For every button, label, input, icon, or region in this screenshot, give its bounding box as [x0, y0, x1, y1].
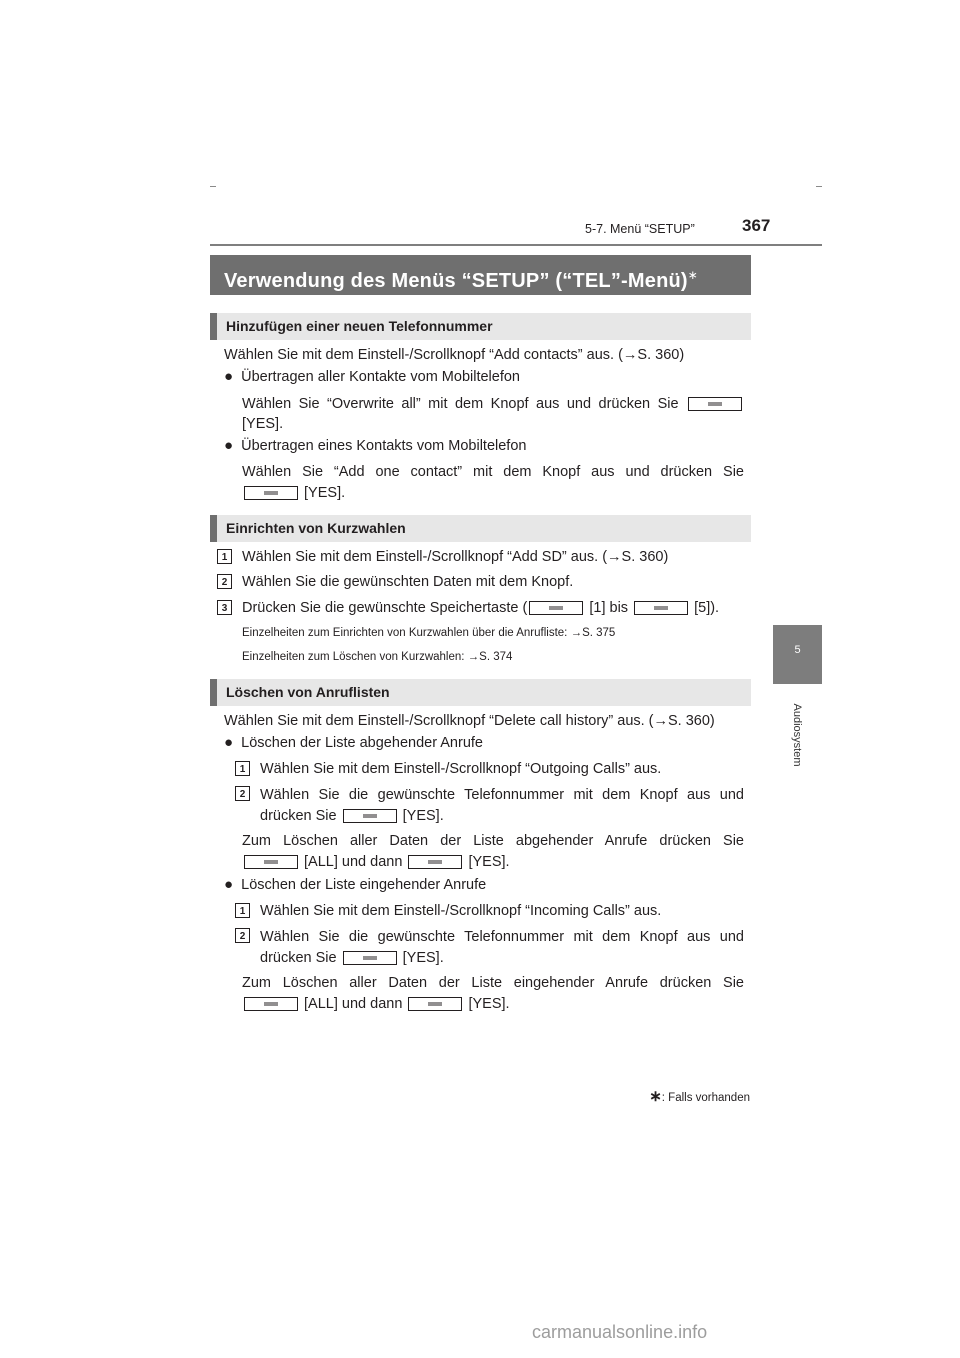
step-number: 2: [235, 786, 250, 801]
page-number: 367: [742, 216, 771, 235]
step-text: [260, 806, 444, 826]
step-text: [242, 598, 719, 618]
paragraph-line: Zum Löschen aller Daten der Liste eingehender Anrufe drücken Sie: [242, 975, 744, 991]
bullet-item: [224, 367, 520, 387]
bullet-text: Übertragen aller Kontakte vom Mobiltelefon: [241, 369, 520, 385]
chapter-tab: [773, 625, 822, 684]
note-text: Einzelheiten zum Einrichten von Kurzwahlen über die Anrufliste: →S. 375: [242, 627, 616, 639]
section-heading-add-number: Hinzufügen einer neuen Telefonnummer: [210, 313, 751, 340]
step-number: 1: [235, 761, 250, 776]
bullet-item: [224, 733, 483, 753]
step-number: 1: [235, 903, 250, 918]
step-text-part: [1] bis: [589, 600, 629, 616]
button-icon: [408, 997, 462, 1011]
step-text: Wählen Sie die gewünschte Telefonnummer mit dem Knopf aus und: [260, 787, 744, 803]
bullet-icon: ●: [224, 368, 234, 385]
delete-intro: Wählen Sie mit dem Einstell-/Scrollknopf “Delete call history” aus. (→S. 360): [224, 713, 715, 729]
step-number: 2: [235, 928, 250, 943]
bullet-item: [224, 436, 526, 456]
step-number: 3: [217, 600, 232, 615]
bullet-text: Übertragen eines Kontakts vom Mobiltelefon: [241, 438, 527, 454]
paragraph-text: [ALL] und dann: [304, 996, 403, 1012]
button-icon: [343, 951, 397, 965]
section-reference: 5-7. Menü “SETUP”: [585, 222, 695, 236]
button-icon: [408, 855, 462, 869]
crop-mark: [816, 186, 822, 187]
bullet-icon: ●: [224, 734, 234, 751]
step-text-part: drücken Sie: [260, 808, 337, 824]
paragraph-line: [YES].: [242, 416, 284, 432]
chapter-label: [782, 690, 812, 780]
step-text-part: drücken Sie: [260, 950, 337, 966]
paragraph-line: [242, 483, 345, 503]
button-icon: [343, 809, 397, 823]
paragraph-text: [YES].: [468, 854, 510, 870]
bullet-text: Löschen der Liste eingehender Anrufe: [241, 877, 487, 893]
step-text: Wählen Sie die gewünschten Daten mit dem Knopf.: [242, 574, 574, 590]
note-text: Einzelheiten zum Löschen von Kurzwahlen: →S. 374: [242, 651, 513, 663]
button-icon: [529, 601, 583, 615]
watermark: carmanualsonline.info: [532, 1322, 708, 1342]
step-text-part: [YES].: [402, 950, 444, 966]
paragraph-line: Wählen Sie “Add one contact” mit dem Knopf aus und drücken Sie: [242, 464, 744, 480]
bullet-icon: ●: [224, 876, 234, 893]
button-icon: [634, 601, 688, 615]
chapter-label-text: Audiosystem: [791, 703, 803, 767]
step-text: Wählen Sie die gewünschte Telefonnummer mit dem Knopf aus und: [260, 929, 744, 945]
paragraph-text: [ALL] und dann: [304, 854, 403, 870]
button-icon: [244, 997, 298, 1011]
section-heading-delete-history: Löschen von Anruflisten: [210, 679, 751, 706]
step-text: [260, 948, 444, 968]
crop-mark: [210, 186, 216, 187]
bullet-icon: ●: [224, 437, 234, 454]
footnote-text: : Falls vorhanden: [661, 1092, 750, 1104]
paragraph-text: Wählen Sie “Overwrite all” mit dem Knopf aus und drücken Sie: [242, 396, 679, 412]
asterisk-marker: ∗: [687, 268, 699, 282]
paragraph-line: Zum Löschen aller Daten der Liste abgehender Anrufe drücken Sie: [242, 833, 744, 849]
step-text: Wählen Sie mit dem Einstell-/Scrollknopf “Incoming Calls” aus.: [260, 903, 662, 919]
paragraph-line: [242, 394, 744, 414]
step-number: 2: [217, 574, 232, 589]
main-title-text: Verwendung des Menüs “SETUP” (“TEL”-Menü): [224, 270, 688, 292]
footnote: [560, 1087, 750, 1105]
button-icon: [244, 486, 298, 500]
paragraph-text: [YES].: [468, 996, 510, 1012]
paragraph-line: [242, 852, 510, 872]
button-icon: [244, 855, 298, 869]
paragraph-text: [YES].: [304, 485, 346, 501]
main-title: [210, 255, 751, 295]
step-text-part: Drücken Sie die gewünschte Speichertaste (: [242, 600, 528, 616]
asterisk-icon: ∗: [649, 1088, 662, 1105]
add-number-intro: Wählen Sie mit dem Einstell-/Scrollknopf “Add contacts” aus. (→S. 360): [224, 347, 685, 363]
step-text-part: [YES].: [402, 808, 444, 824]
chapter-number: 5: [794, 644, 801, 656]
section-heading-speed-dial: Einrichten von Kurzwahlen: [210, 515, 751, 542]
paragraph-line: [242, 994, 510, 1014]
bullet-item: [224, 875, 486, 895]
header-rule: [210, 244, 822, 246]
step-text: Wählen Sie mit dem Einstell-/Scrollknopf “Outgoing Calls” aus.: [260, 761, 662, 777]
bullet-text: Löschen der Liste abgehender Anrufe: [241, 735, 483, 751]
button-icon: [688, 397, 742, 411]
step-text-part: [5]).: [694, 600, 720, 616]
step-text: Wählen Sie mit dem Einstell-/Scrollknopf “Add SD” aus. (→S. 360): [242, 549, 669, 565]
step-number: 1: [217, 549, 232, 564]
